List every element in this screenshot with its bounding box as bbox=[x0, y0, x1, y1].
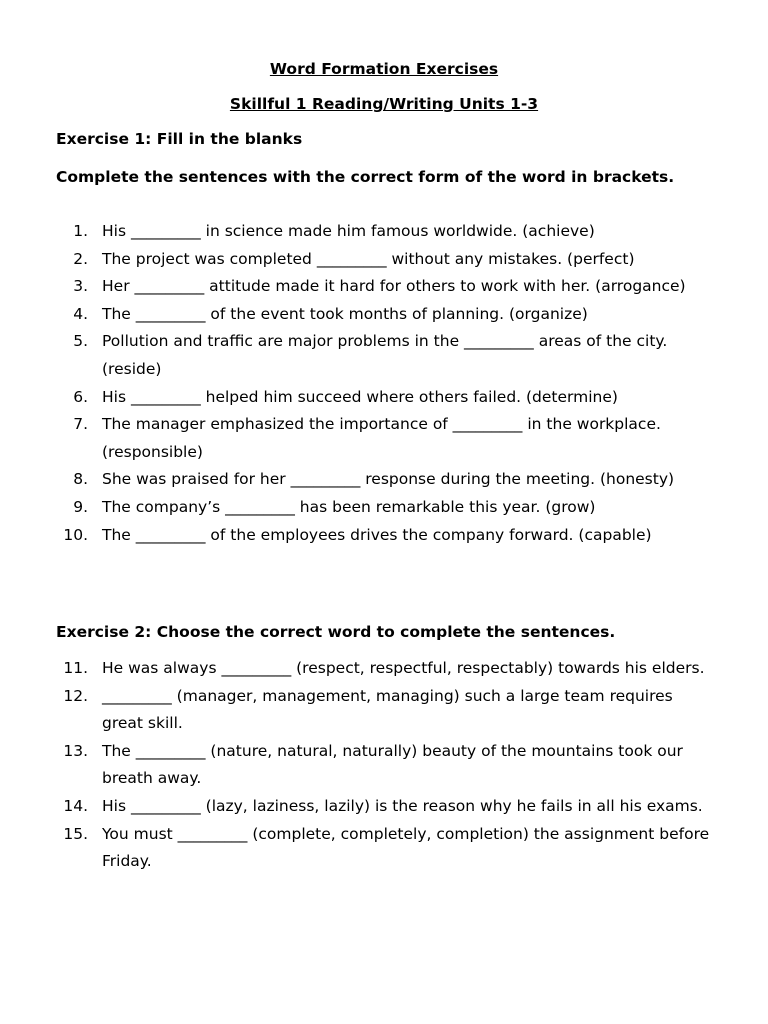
item-text: The company’s _________ has been remarkable this year. (grow) bbox=[102, 497, 596, 516]
item-number: 12. bbox=[63, 686, 88, 705]
list-item bbox=[0, 793, 768, 821]
item-text: He was always _________ (respect, respectful, respectably) towards his elders. bbox=[102, 659, 705, 677]
list-item bbox=[0, 273, 768, 301]
list-item bbox=[0, 466, 768, 494]
item-text: Pollution and traffic are major problems in the _________ areas of the city. (reside) bbox=[102, 332, 668, 378]
item-number: 3. bbox=[73, 277, 88, 296]
list-item bbox=[0, 384, 768, 412]
item-text: The _________ (nature, natural, naturally) beauty of the mountains took our breath away. bbox=[102, 741, 683, 788]
item-text: His _________ (lazy, laziness, lazily) is the reason why he fails in all his exams. bbox=[102, 796, 703, 815]
item-number: 8. bbox=[73, 470, 88, 489]
exercise-1-instruction: Complete the sentences with the correct form of the word in brackets. bbox=[56, 168, 675, 186]
exercise-2-list bbox=[0, 655, 768, 876]
item-text: Her _________ attitude made it hard for others to work with her. (arrogance) bbox=[102, 277, 686, 296]
item-text: You must _________ (complete, completely, completion) the assignment before Friday. bbox=[102, 824, 710, 871]
item-text: The manager emphasized the importance of _________ in the workplace. (responsible) bbox=[102, 415, 661, 461]
list-item bbox=[0, 301, 768, 329]
list-item bbox=[0, 328, 768, 383]
item-number: 2. bbox=[73, 249, 88, 268]
document-subtitle: Skillful 1 Reading/Writing Units 1-3 bbox=[229, 95, 539, 113]
item-text: His _________ helped him succeed where others failed. (determine) bbox=[102, 387, 618, 406]
document-title: Word Formation Exercises bbox=[269, 60, 499, 78]
exercise-1-heading: Exercise 1: Fill in the blanks bbox=[56, 130, 303, 148]
list-item bbox=[0, 494, 768, 522]
item-number: 14. bbox=[63, 796, 88, 815]
list-item bbox=[0, 246, 768, 274]
item-text: _________ (manager, management, managing) such a large team requires great skill. bbox=[102, 686, 673, 733]
list-item bbox=[0, 522, 768, 550]
list-item bbox=[0, 411, 768, 466]
item-number: 4. bbox=[73, 304, 88, 323]
item-number: 7. bbox=[73, 415, 88, 434]
list-item bbox=[0, 683, 768, 738]
exercise-1-list bbox=[0, 218, 768, 549]
item-number: 6. bbox=[73, 387, 88, 406]
item-number: 13. bbox=[63, 741, 88, 760]
list-item bbox=[0, 738, 768, 793]
item-number: 1. bbox=[73, 222, 88, 240]
list-item bbox=[0, 655, 768, 683]
item-number: 15. bbox=[63, 824, 88, 843]
item-text: She was praised for her _________ response during the meeting. (honesty) bbox=[102, 470, 675, 489]
item-number: 9. bbox=[73, 497, 88, 516]
item-number: 10. bbox=[63, 525, 88, 544]
item-text: The _________ of the employees drives the company forward. (capable) bbox=[102, 525, 652, 544]
item-text: The _________ of the event took months of planning. (organize) bbox=[102, 304, 588, 323]
item-text: The project was completed _________ without any mistakes. (perfect) bbox=[102, 249, 635, 268]
item-number: 11. bbox=[63, 659, 88, 677]
list-item bbox=[0, 821, 768, 876]
item-text: His _________ in science made him famous worldwide. (achieve) bbox=[102, 222, 595, 240]
list-item bbox=[0, 218, 768, 246]
exercise-2-heading: Exercise 2: Choose the correct word to complete the sentences. bbox=[56, 623, 616, 641]
item-number: 5. bbox=[73, 332, 88, 351]
